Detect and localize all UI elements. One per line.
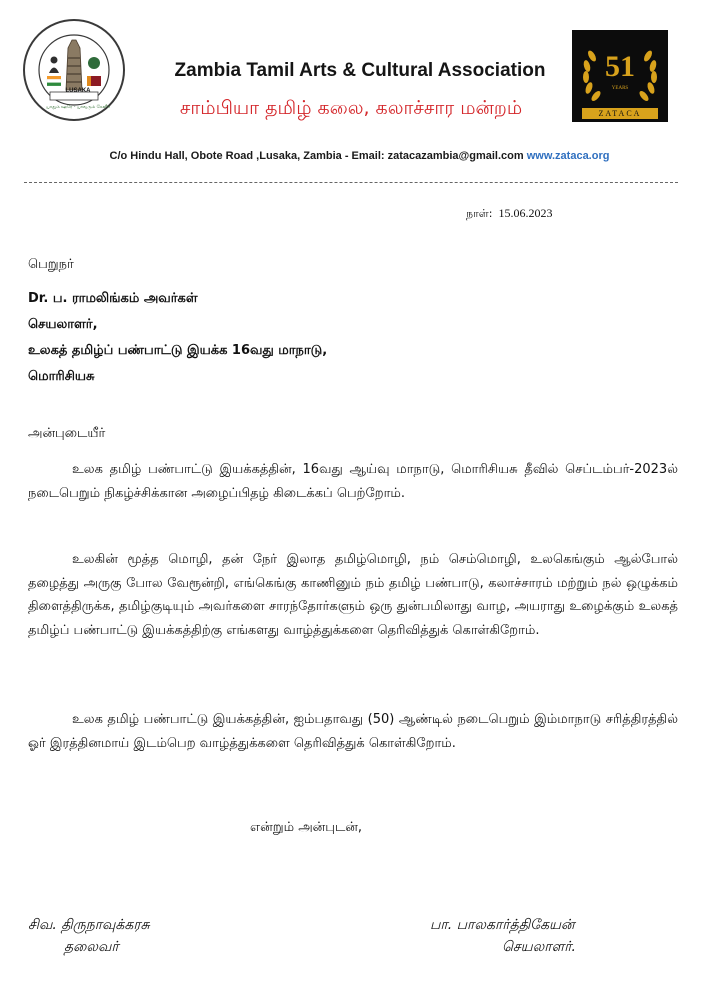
- recipient-line: உலகத் தமிழ்ப் பண்பாட்டு இயக்க 16வது மாநாடு,: [28, 343, 328, 358]
- recipient-line: மொரிசியசு: [28, 369, 95, 384]
- logo-name-text: ZATACA: [598, 109, 642, 118]
- signatory-title: செயலாளர்.: [502, 939, 576, 955]
- logo-number: 51: [605, 50, 635, 83]
- recipient-label: பெறுநர்: [28, 257, 74, 272]
- letter-date: [466, 206, 552, 222]
- signatory-name: சிவ. திருநாவுக்கரசு: [28, 917, 150, 933]
- website-link[interactable]: www.zataca.org: [526, 150, 610, 162]
- signatory-title: தலைவர்: [64, 939, 119, 955]
- logo-city-text: LUSAKA: [65, 88, 91, 94]
- recipient-line: Dr. ப. ராமலிங்கம் அவர்கள்: [28, 291, 198, 306]
- closing-line: என்றும் அன்புடன்,: [250, 820, 363, 835]
- date-label: நாள்:: [466, 207, 493, 220]
- signatory-secretary: [430, 914, 576, 958]
- org-name-tamil: சாம்பியா தமிழ் கலை, கலாச்சார மன்றம்: [179, 97, 523, 119]
- date-value: 15.06.2023: [498, 206, 553, 220]
- recipient-line: செயலாளர்,: [28, 317, 98, 332]
- body-paragraph: உலக தமிழ் பண்பாட்டு இயக்கத்தின், 16வது ஆய்வு மாநாடு, மொரிசியசு தீவில் செப்டம்பர்-2023ல் நடைபெறும் நிகழ்ச்சிக்கான அழைப்பிதழ் கிடைக்கப் பெற்றோம்.: [28, 462, 678, 501]
- recipient-address: [28, 286, 327, 390]
- signatory-president: [28, 914, 150, 958]
- body-paragraph: உலக தமிழ் பண்பாட்டு இயக்கத்தின், ஐம்பதாவது (50) ஆண்டில் நடைபெறும் இம்மாநாடு சரித்திரத்தில் ஓர் இரத்தினமாய் இடம்பெற வாழ்த்துக்களை தெரிவித்துக் கொள்கிறோம்.: [28, 712, 678, 751]
- address-text: C/o Hindu Hall, Obote Road ,Lusaka, Zambia - Email: zataca​zambia@gmail.com: [109, 150, 524, 162]
- logo-years-text: YEARS: [611, 86, 629, 91]
- letterhead-address: [0, 150, 719, 162]
- signatory-name: பா. பாலகார்த்திகேயன்: [430, 917, 575, 933]
- logo-motto-text: யாதும் ஊரே - யாவரும் கேளிர்: [46, 105, 110, 110]
- letterhead-divider: [24, 182, 678, 183]
- org-name-english: Zambia Tamil Arts & Cultural Association: [174, 60, 546, 81]
- body-paragraph: உலகின் மூத்த மொழி, தன் நேர் இலாத தமிழ்மொழி, நம் செம்மொழி, உலகெங்கும் ஆல்போல் தழைத்து அருகு போல வேரூன்றி, எங்கெங்கு காணினும் நம் தமிழ் பண்பாடு, கலாச்சாரம் மற்றும் நல் ஒழுக்கம் திளைத்திருக்க, தமிழ்குடியும் அவர்களை சாரந்தோர்களும் ஒரு துன்பமிலாது வாழ, அயராது உழைக்கும் உலகத் தமிழ்ப் பண்பாட்டு இயக்கத்திற்கு எங்களது வாழ்த்துக்களை தெரிவித்துக் கொள்கிறோம்.: [28, 552, 678, 638]
- salutation: அன்புடையீர்: [28, 426, 106, 441]
